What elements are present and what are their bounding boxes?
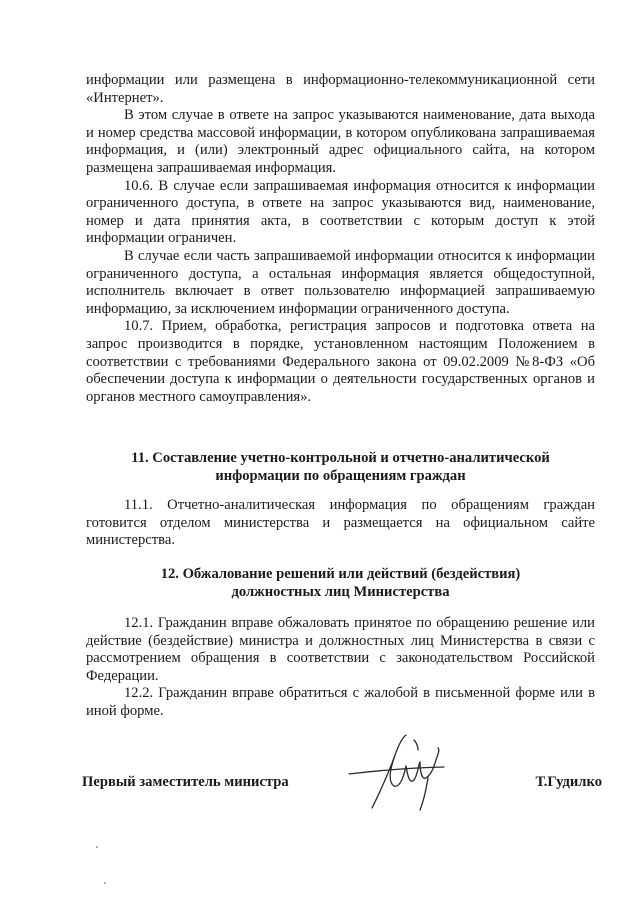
scan-speck bbox=[104, 882, 106, 884]
paragraph-12-1: 12.1. Гражданин вправе обжаловать принятое по обращению решение или действие (бездействие) министра и должностных лиц Министерства в связи с рассмотрением обращения в соответствии с законодательством Российской Федерации. bbox=[86, 615, 595, 684]
paragraph-partial-restricted: В случае если часть запрашиваемой информации относится к информации ограниченного доступа, а остальная информация является общедоступной, исполнитель включает в ответ пользователю информацией запрашиваемую информацию, за исключением информации ограниченного доступа. bbox=[86, 247, 595, 317]
signature-block bbox=[82, 764, 602, 824]
paragraph-11-1: 11.1. Отчетно-аналитическая информация по обращениям граждан готовится отделом министерства и размещается на официальном сайте министерства. bbox=[86, 497, 595, 549]
scan-speck bbox=[96, 846, 98, 848]
section-11-heading-line2: информации по обращениям граждан bbox=[215, 467, 466, 484]
body-text-block bbox=[86, 72, 595, 406]
section-11-heading-line1: 11. Составление учетно-контрольной и отчетно-аналитической bbox=[131, 450, 550, 466]
section-12-body bbox=[86, 615, 595, 721]
handwritten-signature bbox=[344, 730, 454, 820]
paragraph-10-6: 10.6. В случае если запрашиваемая информация относится к информации ограниченного доступа, в ответе на запрос указываются вид, наименование, номер и дата принятия акта, в соответствии с которым доступ к этой информации ограничен. bbox=[86, 177, 595, 247]
paragraph-10-7: 10.7. Прием, обработка, регистрация запросов и подготовка ответа на запрос производится в порядке, установленном настоящим Положением в соответствии с требованиями Федерального закона от 09.02.2009 №8-ФЗ «Об обеспечении доступа к информации о деятельности государственных органов и органов местного самоуправления». bbox=[86, 318, 595, 405]
signatory-title: Первый заместитель министра bbox=[82, 774, 289, 790]
section-12-heading bbox=[86, 566, 595, 601]
paragraph-media-response: В этом случае в ответе на запрос указываются наименование, дата выхода и номер средства массовой информации, в котором опубликована запрашиваемая информация, и (или) электронный адрес официального сайта, на котором размещена запрашиваемая информация. bbox=[86, 107, 595, 176]
paragraph-12-2: 12.2. Гражданин вправе обратиться с жалобой в письменной форме или в иной форме. bbox=[86, 685, 595, 719]
section-11-heading bbox=[86, 450, 595, 485]
signatory-name: Т.Гудилко bbox=[535, 774, 602, 790]
section-11-body bbox=[86, 497, 595, 550]
section-12-heading-line1: 12. Обжалование решений или действий (бездействия) bbox=[160, 566, 521, 582]
section-12-heading-line2: должностных лиц Министерства bbox=[231, 583, 450, 600]
paragraph-internet: информации или размещена в информационно-телекоммуникационной сети «Интернет». bbox=[86, 72, 595, 106]
